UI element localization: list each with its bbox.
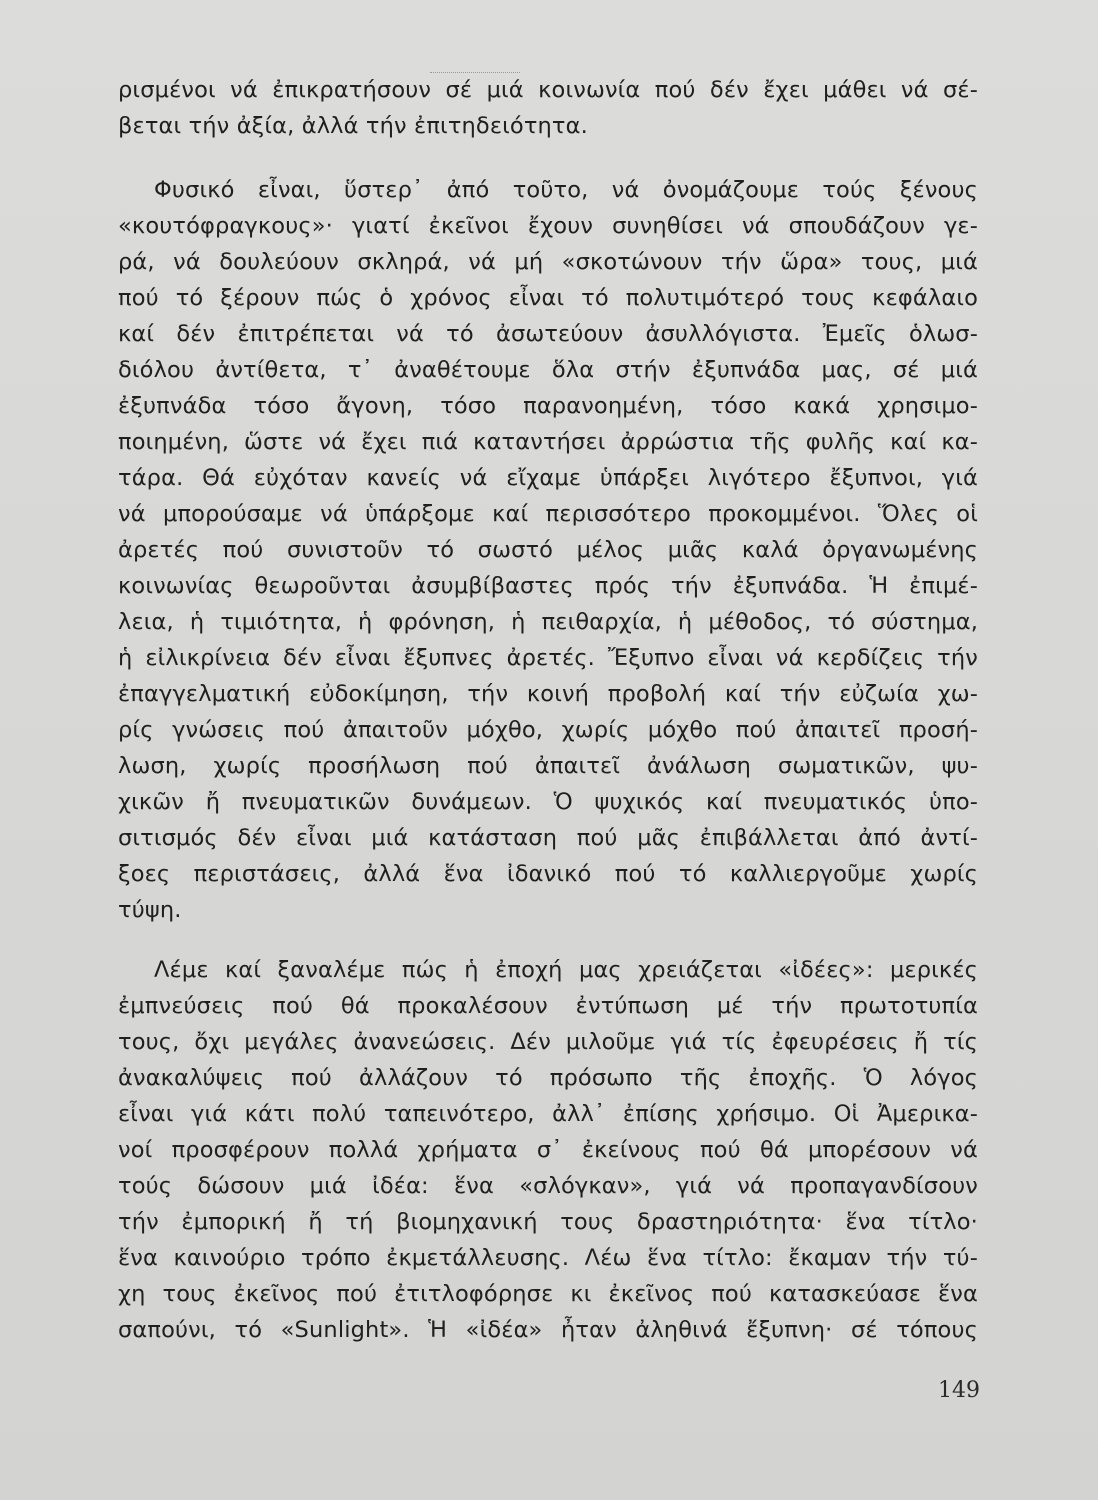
text-line: τούς δώσουν μιά ἰδέα: ἕνα «σλόγκαν», γιά νά προπαγανδίσουν	[118, 1173, 978, 1199]
text-line: λωση, χωρίς προσήλωση πού ἀπαιτεῖ ἀνάλωση σωματικῶν, ψυ-	[118, 753, 978, 779]
text-line: χικῶν ἤ πνευματικῶν δυνάμεων. Ὁ ψυχικός καί πνευματικός ὑπο-	[118, 789, 978, 815]
text-line: εἶναι γιά κάτι πολύ ταπεινότερο, ἀλλ᾽ ἐπίσης χρήσιμο. Οἱ Ἀμερικα-	[118, 1101, 978, 1127]
text-line: τους, ὄχι μεγάλες ἀνανεώσεις. Δέν μιλοῦμε γιά τίς ἐφευρέσεις ἤ τίς	[118, 1029, 978, 1055]
text-line: καί δέν ἐπιτρέπεται νά τό ἀσωτεύουν ἀσυλλόγιστα. Ἐμεῖς ὁλωσ-	[118, 321, 978, 347]
page-number: 149	[938, 1378, 980, 1403]
text-line: πού τό ξέρουν πώς ὁ χρόνος εἶναι τό πολυτιμότερό τους κεφάλαιο	[118, 285, 978, 311]
text-line: τάρα. Θά εὐχόταν κανείς νά εἴχαμε ὑπάρξει λιγότερο ἔξυπνοι, γιά	[118, 465, 978, 491]
text-line: λεια, ἡ τιμιότητα, ἡ φρόνηση, ἡ πειθαρχία, ἡ μέθοδος, τό σύστημα,	[118, 609, 978, 635]
text-line: τήν ἐμπορική ἤ τή βιομηχανική τους δραστηριότητα· ἕνα τίτλο·	[118, 1209, 978, 1235]
text-line: νοί προσφέρουν πολλά χρήματα σ᾽ ἐκείνους πού θά μπορέσουν νά	[118, 1137, 978, 1163]
text-line: ρά, νά δουλεύουν σκληρά, νά μή «σκοτώνουν τήν ὥρα» τους, μιά	[118, 249, 978, 275]
text-line: νά μπορούσαμε νά ὑπάρξομε καί περισσότερο προκομμένοι. Ὅλες οἱ	[118, 501, 978, 527]
text-line: ἕνα καινούριο τρόπο ἐκμετάλλευσης. Λέω ἕνα τίτλο: ἔκαμαν τήν τύ-	[118, 1245, 978, 1271]
text-line: διόλου ἀντίθετα, τ᾽ ἀναθέτουμε ὅλα στήν ἐξυπνάδα μας, σέ μιά	[118, 357, 978, 383]
text-line: ρίς γνώσεις πού ἀπαιτοῦν μόχθο, χωρίς μόχθο πού ἀπαιτεῖ προσή-	[118, 717, 978, 743]
text-line: κοινωνίας θεωροῦνται ἀσυμβίβαστες πρός τήν ἐξυπνάδα. Ἡ ἐπιμέ-	[118, 573, 978, 599]
text-line: Φυσικό εἶναι, ὕστερ᾽ ἀπό τοῦτο, νά ὀνομάζουμε τούς ξένους	[154, 177, 978, 203]
text-line: ξοες περιστάσεις, ἀλλά ἕνα ἰδανικό πού τό καλλιεργοῦμε χωρίς	[118, 861, 978, 887]
text-line: Λέμε καί ξαναλέμε πώς ἡ ἐποχή μας χρειάζεται «ἰδέες»: μερικές	[154, 957, 978, 983]
text-line: τύψη.	[118, 897, 182, 923]
text-line: βεται τήν ἀξία, ἀλλά τήν ἐπιτηδειότητα.	[118, 113, 588, 139]
text-line: σιτισμός δέν εἶναι μιά κατάσταση πού μᾶς ἐπιβάλλεται ἀπό ἀντί-	[118, 825, 978, 851]
text-line: ἀνακαλύψεις πού ἀλλάζουν τό πρόσωπο τῆς ἐποχῆς. Ὁ λόγος	[118, 1065, 978, 1091]
text-line: ἐξυπνάδα τόσο ἄγονη, τόσο παρανοημένη, τόσο κακά χρησιμο-	[118, 393, 978, 419]
text-line: «κουτόφραγκους»· γιατί ἐκεῖνοι ἔχουν συνηθίσει νά σπουδάζουν γε-	[118, 213, 978, 239]
text-line: ἀρετές πού συνιστοῦν τό σωστό μέλος μιᾶς καλά ὀργανωμένης	[118, 537, 978, 563]
text-line: ποιημένη, ὥστε νά ἔχει πιά καταντήσει ἀρρώστια τῆς φυλῆς καί κα-	[118, 429, 978, 455]
text-line: ρισμένοι νά ἐπικρατήσουν σέ μιά κοινωνία πού δέν ἔχει μάθει νά σέ-	[118, 77, 978, 103]
text-line: ἐμπνεύσεις πού θά προκαλέσουν ἐντύπωση μέ τήν πρωτοτυπία	[118, 993, 978, 1019]
text-line: σαπούνι, τό «Sunlight». Ἡ «ἰδέα» ἦταν ἀληθινά ἔξυπνη· σέ τόπους	[118, 1317, 978, 1343]
text-line: χη τους ἐκεῖνος πού ἐτιτλοφόρησε κι ἐκεῖνος πού κατασκεύασε ἕνα	[118, 1281, 978, 1307]
text-line: ἐπαγγελματική εὐδοκίμηση, τήν κοινή προβολή καί τήν εὐζωία χω-	[118, 681, 978, 707]
text-line: ἡ εἰλικρίνεια δέν εἶναι ἔξυπνες ἀρετές. Ἔξυπνο εἶναι νά κερδίζεις τήν	[118, 645, 978, 671]
